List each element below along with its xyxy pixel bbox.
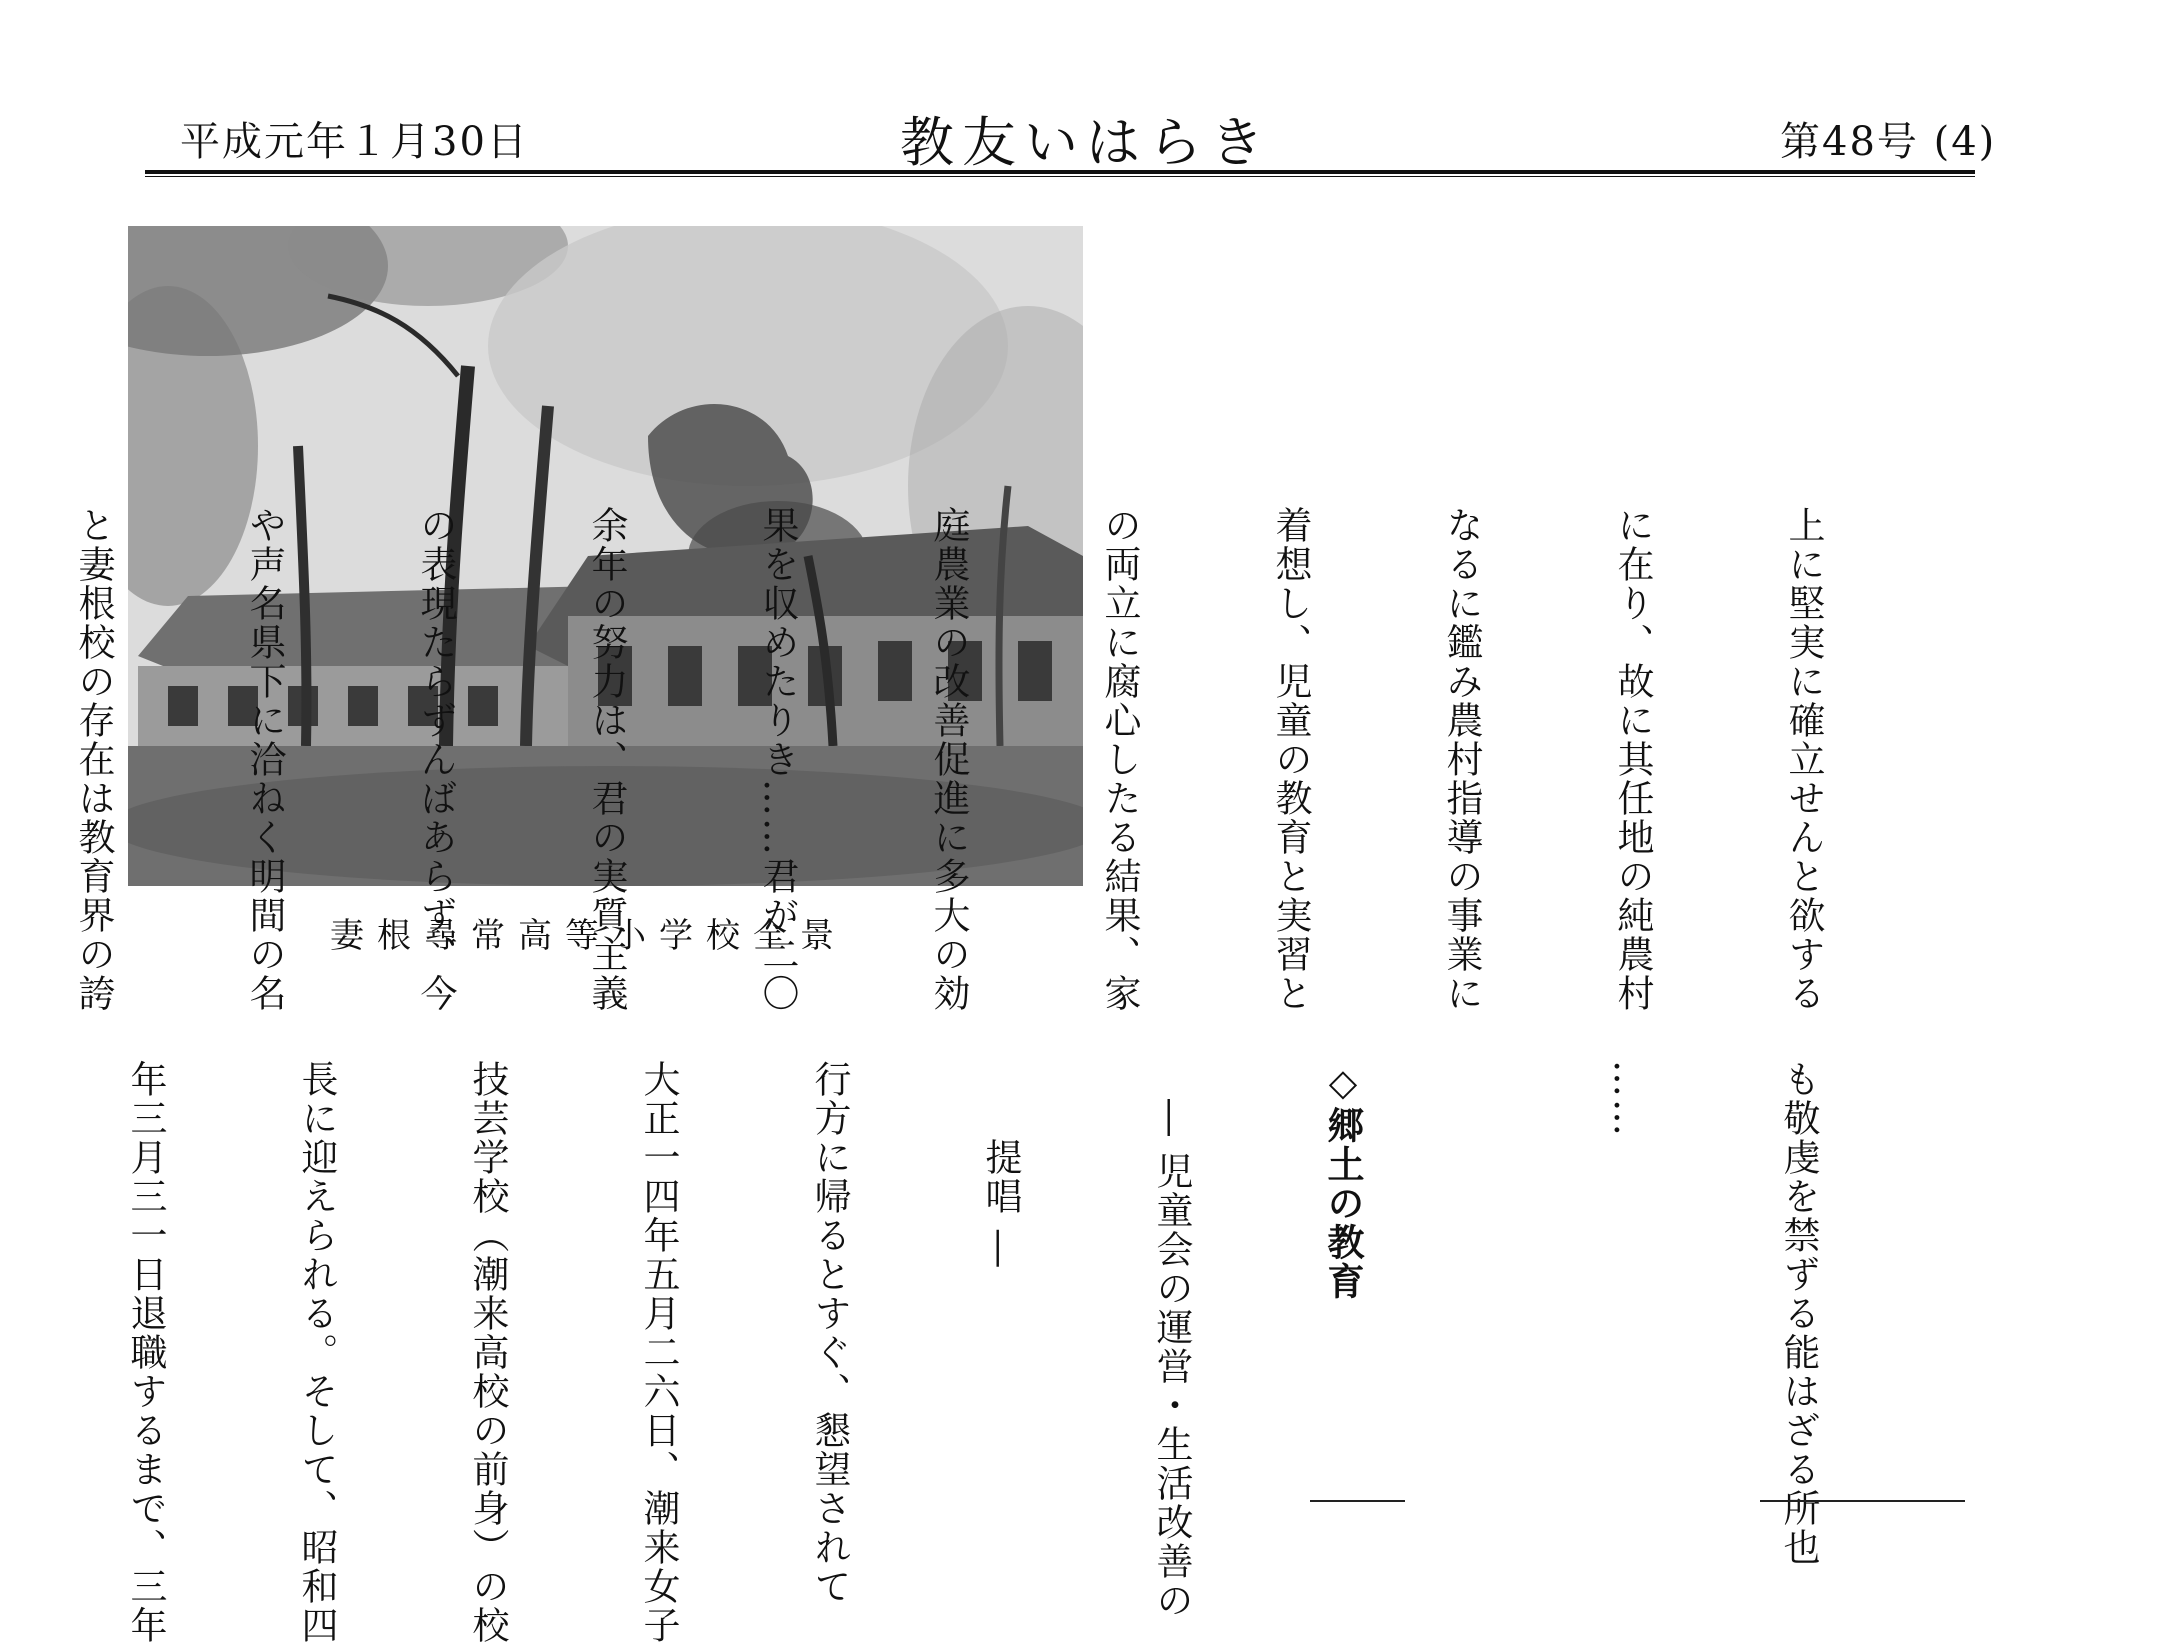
text-line: 大正一四年五月二六日、潮来女子: [637, 1060, 680, 1645]
text-line: 果を収めたりき……君が二〇: [756, 506, 799, 1013]
text-line: と妻根校の存在は教育界の誇: [72, 506, 115, 1013]
text-line: の表現たらずんばあらず、今: [414, 506, 457, 1013]
text-line: 技芸学校（潮来高校の前身）の校: [466, 1060, 509, 1645]
photo-caption: 妻根尋常高等小学校全景: [330, 916, 847, 956]
lower-article: [0, 1060, 1941, 1645]
text-line: [0, 1060, 3, 1530]
upper-article: [0, 506, 1946, 1013]
text-line: に在り、故に其任地の純農村: [1611, 506, 1654, 1013]
text-line: 長に迎えられる。そして、昭和四: [295, 1060, 338, 1645]
section-subheading: 提唱 ―: [979, 1060, 1022, 1269]
text-line: 年三月三一日退職するまで、三年: [124, 1060, 167, 1645]
text-line: 上に堅実に確立せんと欲する: [1782, 506, 1825, 1013]
column-rule: [1310, 1500, 1405, 1502]
text-line: 余年の努力は、君の実質主義: [585, 506, 628, 1013]
text-line: も敬虔を禁ずる能はざる所也: [1777, 1060, 1820, 1567]
text-line: ……: [1606, 1060, 1649, 1138]
issue-number: 第48号 (4): [1780, 119, 1997, 165]
header-rule: [145, 170, 1975, 177]
header-date: 平成元年１月30日: [180, 119, 529, 165]
column-rule: [1760, 1500, 1965, 1502]
text-line: の両立に腐心したる結果、家: [1098, 506, 1141, 1013]
text-line: や声名県下に洽ねく明間の名: [243, 506, 286, 1013]
section-heading: ◇郷土の教育: [1321, 1060, 1365, 1301]
text-line: 庭農業の改善促進に多大の効: [927, 506, 970, 1013]
text-line: 行方に帰るとすぐ、懇望されて: [808, 1060, 851, 1606]
text-line: なるに鑑み農村指導の事業に: [1440, 506, 1483, 1013]
text-line: 着想し、児童の教育と実習と: [1269, 506, 1312, 1013]
section-subheading: ― 児童会の運営・生活改善の: [1150, 1060, 1193, 1620]
newspaper-title: 教友いはらき: [900, 111, 1272, 174]
